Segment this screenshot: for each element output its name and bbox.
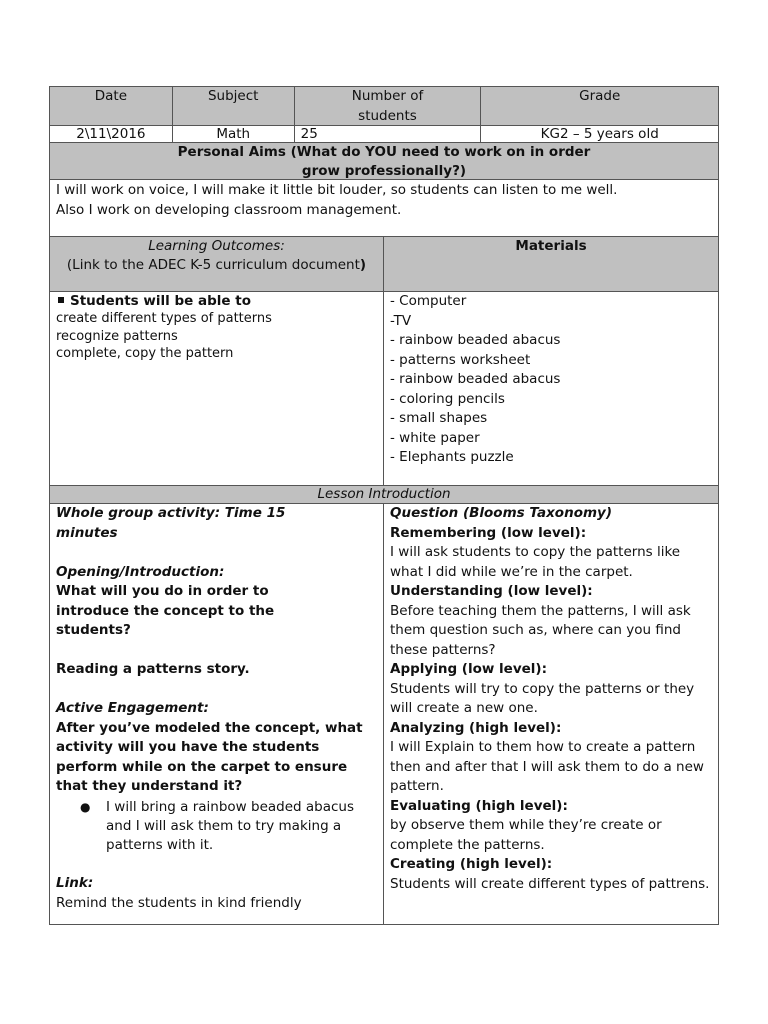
header-value-row	[49, 126, 719, 143]
material-item: - white paper	[390, 429, 480, 446]
learning-outcomes-title: Learning Outcomes:	[148, 238, 285, 254]
students-label: Number of students	[294, 86, 482, 126]
personal-aims-line-1: I will work on voice, I will make it little bit louder, so students can listen to me well.	[56, 182, 618, 198]
blooms-level-text: I will ask students to copy the patterns like what I did while we’re in the carpet.	[390, 544, 681, 580]
grade-label: Grade	[480, 86, 719, 126]
personal-aims-text	[49, 179, 719, 237]
lesson-left-column	[49, 503, 384, 925]
question-title: Question (Blooms Taxonomy)	[390, 505, 613, 521]
grade-value: KG2 – 5 years old	[480, 125, 719, 143]
material-item: - Computer	[390, 293, 467, 309]
blooms-level-label: Understanding (low level):	[390, 583, 593, 599]
students-value: 25	[294, 125, 482, 143]
opening-title: Opening/Introduction:	[56, 563, 225, 580]
outcome-item: recognize patterns	[56, 328, 178, 344]
link-title: Link:	[56, 875, 94, 891]
lesson-right-column	[383, 503, 719, 925]
whole-group-time: Time 15 minutes	[56, 505, 286, 541]
blooms-level-label: Evaluating (high level):	[390, 797, 568, 814]
material-item: - rainbow beaded abacus	[390, 371, 561, 387]
materials-header: Materials	[383, 236, 719, 292]
bullet-item	[56, 798, 377, 855]
blooms-level-label: Creating (high level):	[390, 856, 553, 872]
blooms-level-text: by observe them while they’re create or complete the patterns.	[390, 817, 662, 853]
whole-group-label: Whole group activity:	[56, 505, 221, 521]
blooms-level-text: Before teaching them the patterns, I will ask them question such as, where can you find these patterns?	[390, 602, 691, 658]
material-item: - Elephants puzzle	[390, 449, 514, 465]
blooms-level-text: Students will try to copy the patterns or they will create a new one.	[390, 680, 695, 716]
date-label: Date	[49, 86, 173, 126]
subject-value: Math	[172, 125, 295, 143]
header-label-row	[49, 87, 719, 126]
blooms-level-label: Analyzing (high level):	[390, 719, 562, 736]
blooms-level-text: I will Explain to them how to create a pattern then and after that I will ask them to do a new pattern.	[390, 739, 704, 794]
learning-outcomes-header	[49, 236, 384, 292]
materials-list	[383, 291, 719, 486]
lesson-plan-document	[49, 87, 719, 925]
adec-link-text: (Link to the ADEC K-5 curriculum document	[66, 256, 360, 273]
bullet-text: I will bring a rainbow beaded abacus and I will ask them to try making a patterns with it.	[106, 798, 355, 853]
material-item: -TV	[390, 312, 412, 329]
blooms-level-label: Remembering (low level):	[390, 524, 587, 541]
opening-answer: Reading a patterns story.	[56, 661, 250, 677]
date-value: 2\11\2016	[49, 125, 173, 143]
material-item: - rainbow beaded abacus	[390, 332, 561, 348]
square-bullet-icon	[58, 297, 64, 303]
material-item: - coloring pencils	[390, 390, 505, 407]
bullet-dot-icon: ●	[80, 799, 91, 814]
material-item: - patterns worksheet	[390, 351, 531, 368]
blooms-level-text: Students will create different types of pattrens.	[390, 875, 710, 892]
outcome-item: create different types of patterns	[56, 311, 272, 326]
outcome-item: complete, copy the pattern	[56, 346, 234, 361]
lesson-introduction-title: Lesson Introduction	[49, 485, 719, 504]
personal-aims-line-2: Also I work on developing classroom management.	[56, 202, 402, 218]
opening-question: What will you do in order to introduce the concept to the students?	[56, 583, 275, 638]
subject-label: Subject	[172, 86, 295, 126]
outcomes-lead: Students will be able to	[70, 293, 251, 309]
personal-aims-title: Personal Aims (What do YOU need to work on in order grow professionally?)	[49, 142, 719, 180]
link-text: Remind the students in kind friendly	[56, 894, 302, 911]
active-engagement-question: After you’ve modeled the concept, what activity will you have the students perform while on the carpet to ensure that they understand it?	[56, 719, 363, 794]
adec-link-close: )	[359, 256, 367, 273]
active-engagement-title: Active Engagement:	[56, 700, 209, 716]
blooms-level-label: Applying (low level):	[390, 661, 547, 677]
material-item: - small shapes	[390, 410, 488, 426]
outcomes-body	[49, 291, 384, 486]
